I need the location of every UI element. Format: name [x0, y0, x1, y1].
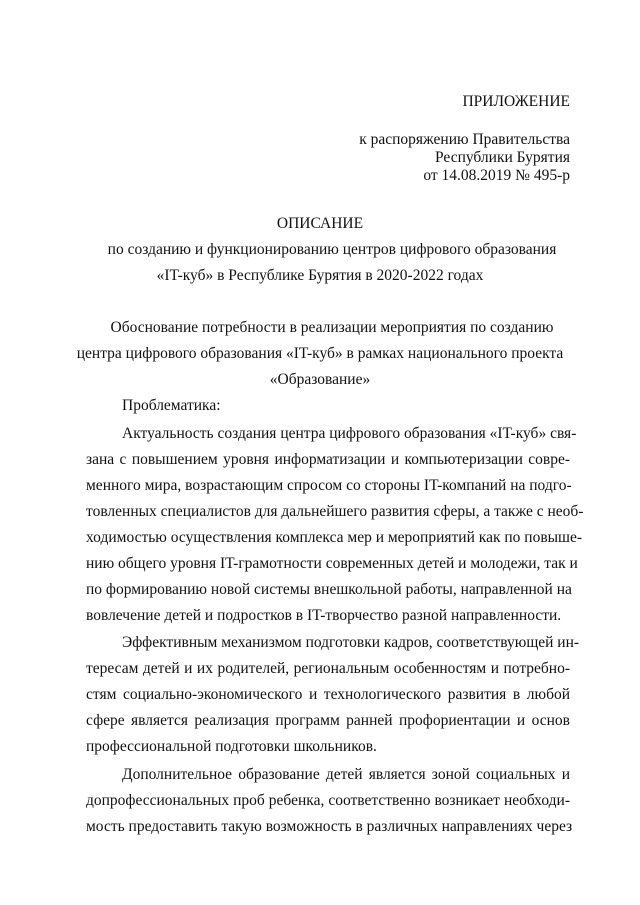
paragraph-line: стям социально-экономического и технологического развития в любой	[86, 686, 570, 703]
paragraph-line: вовлечение детей и подростков в IT-творчество разной направленности.	[86, 607, 562, 624]
appendix-label: ПРИЛОЖЕНИЕ	[462, 93, 570, 110]
paragraph-line: Дополнительное образование детей является зоной социальных и	[122, 766, 570, 783]
paragraph-line: сфере является реализация программ ранней профориентации и основ	[86, 712, 570, 729]
problem-label: Проблематика:	[122, 397, 221, 414]
title-subline-1: по созданию и функционированию центров цифрового образования	[107, 241, 557, 258]
paragraph-line: тересам детей и их родителей, региональным особенностям и потребно-	[86, 660, 570, 677]
header-line-3: от 14.08.2019 № 495-р	[423, 167, 570, 184]
paragraph-line: по формированию новой системы внешкольной работы, направленной на	[86, 581, 572, 598]
paragraph-line: Эффективным механизмом подготовки кадров, соответствующей ин-	[122, 634, 580, 651]
section-heading-line-3: «Образование»	[269, 371, 371, 388]
paragraph-line: товленных специалистов для дальнейшего развития сферы, а также с необ-	[86, 503, 584, 520]
paragraph-line: нию общего уровня IT-грамотности современных детей и молодежи, так и	[86, 555, 578, 572]
title-subline-2: «IT-куб» в Республике Бурятия в 2020-2022 годах	[156, 267, 484, 284]
paragraph-line: мость предоставить такую возможность в различных направлениях через	[86, 818, 573, 835]
paragraph-line: ходимостью осуществления комплекса мер и мероприятий как по повыше-	[86, 529, 583, 546]
header-line-2: Республики Бурятия	[435, 149, 570, 166]
section-heading-line-1: Обоснование потребности в реализации мероприятия по созданию	[110, 319, 554, 336]
paragraph-line: допрофессиональных проб ребенка, соответственно возникает необходи-	[86, 792, 570, 809]
paragraph-line: Актуальность создания центра цифрового образования «IT-куб» свя-	[122, 425, 577, 442]
paragraph-line: менного мира, возрастающим спросом со стороны IT-компаний на подго-	[86, 477, 572, 494]
document-title: ОПИСАНИЕ	[276, 215, 364, 232]
paragraph-line: зана с повышением уровня информатизации и компьютеризации совре-	[86, 451, 570, 468]
header-line-1: к распоряжению Правительства	[359, 131, 570, 148]
paragraph-line: профессиональной подготовки школьников.	[86, 738, 377, 755]
section-heading-line-2: центра цифрового образования «IT-куб» в рамках национального проекта	[76, 345, 564, 362]
